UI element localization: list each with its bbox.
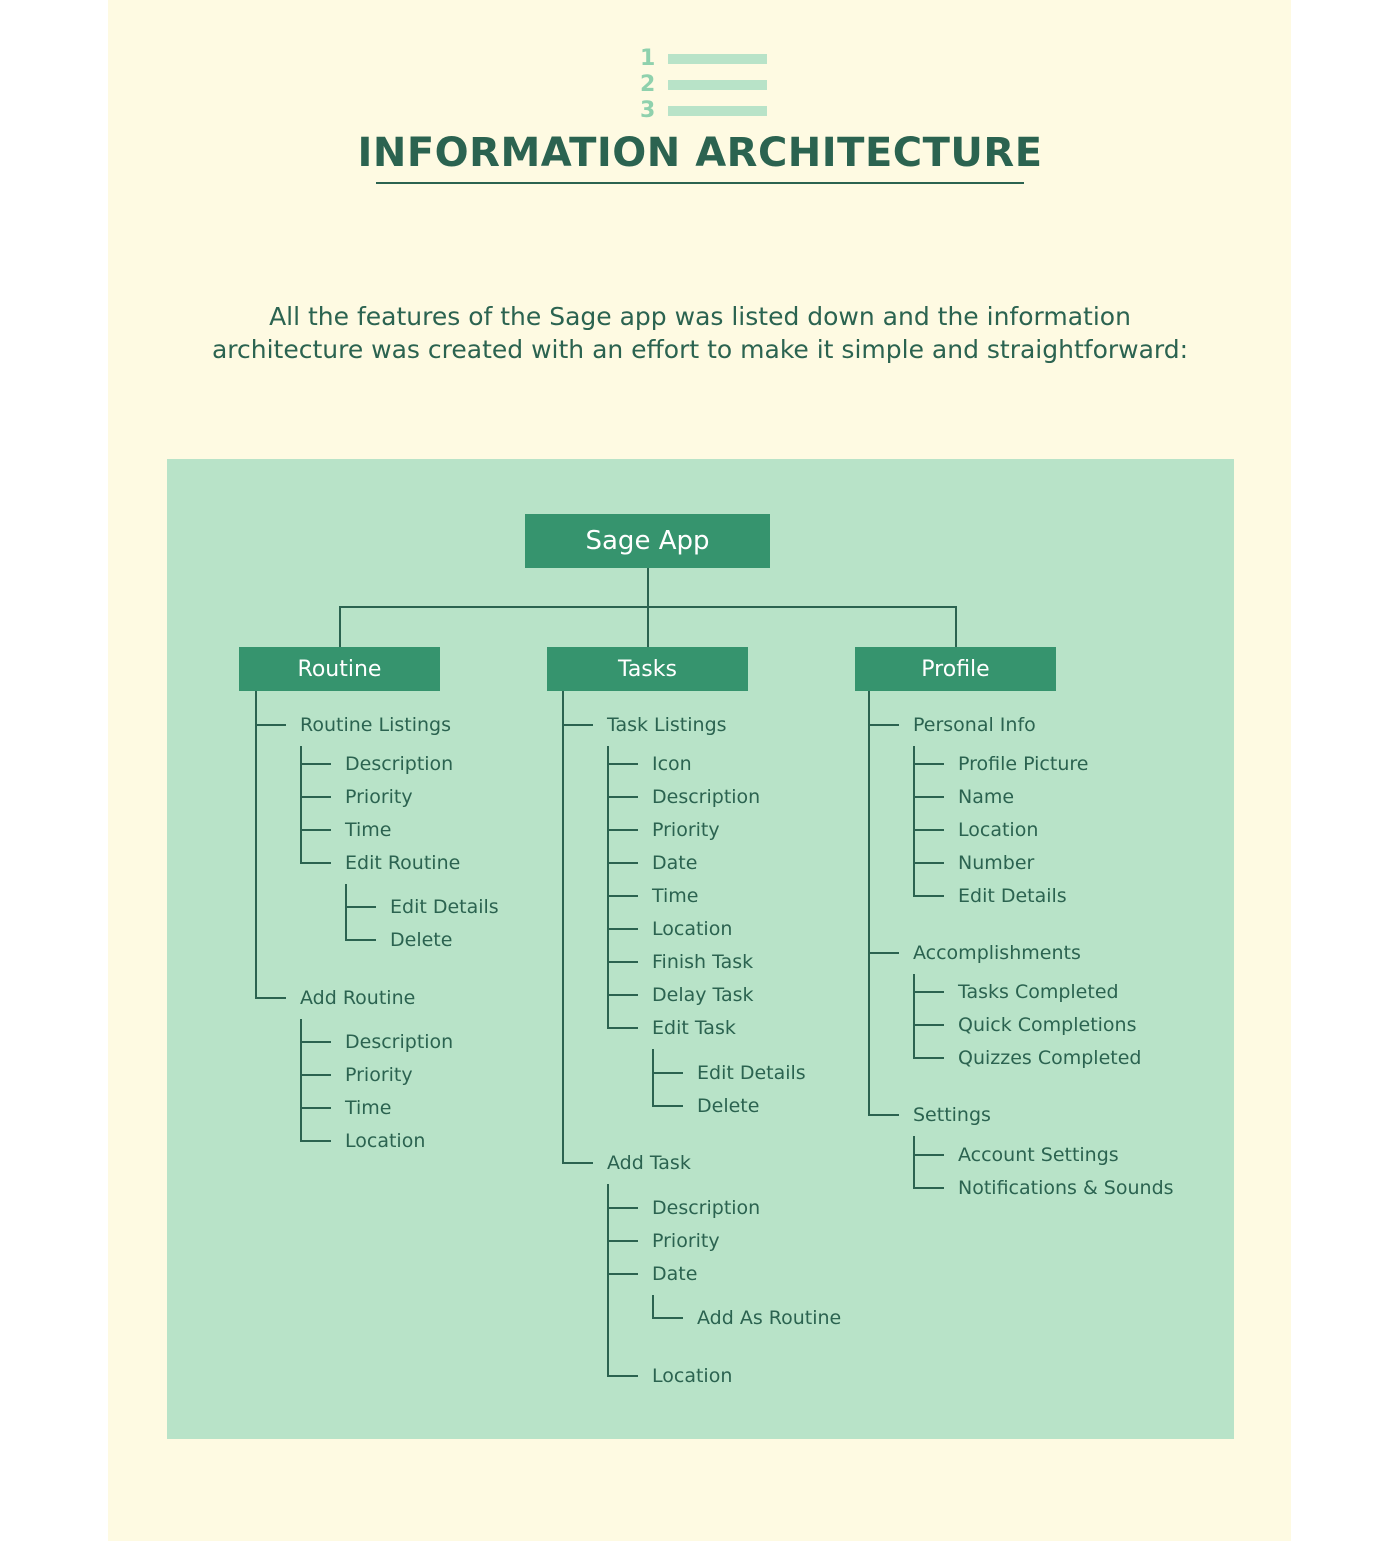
connector-line [562,1162,593,1164]
connector-line [300,763,331,765]
tree-item: Description [652,1197,761,1219]
tree-item: Icon [652,753,692,775]
deco-number-2: 2 [640,72,656,97]
section-node-routine: Routine [239,647,440,691]
connector-line [607,829,638,831]
tree-item: Edit Task [652,1017,736,1039]
connector-line [345,884,347,941]
tree-item: Task Listings [607,714,727,736]
tree-item: Quick Completions [958,1014,1137,1036]
connector-line [345,906,376,908]
connector-line [345,939,376,941]
tree-item: Settings [913,1104,991,1126]
connector-line [913,1187,944,1189]
deco-bar [668,54,767,64]
tree-item: Accomplishments [913,942,1081,964]
tree-item: Add Task [607,1152,691,1174]
tree-item: Priority [345,1064,413,1086]
tree-item: Add Routine [300,987,416,1009]
connector-line [647,568,649,608]
connector-line [607,928,638,930]
connector-line [300,862,331,864]
connector-line [300,1107,331,1109]
connector-line [607,763,638,765]
connector-line [300,829,331,831]
section-node-tasks: Tasks [547,647,748,691]
tree-item: Delay Task [652,984,754,1006]
connector-line [913,1136,915,1189]
connector-line [607,796,638,798]
connector-line [913,1057,944,1059]
tree-item: Account Settings [958,1144,1119,1166]
root-node: Sage App [525,514,770,568]
connector-line [955,606,957,647]
tree-item: Time [345,819,392,841]
tree-item: Priority [652,819,720,841]
connector-line [913,862,944,864]
connector-line [607,961,638,963]
connector-line [300,746,302,864]
tree-item: Personal Info [913,714,1036,736]
connector-line [562,691,564,1164]
connector-line [652,1072,683,1074]
connector-line [607,1207,638,1209]
connector-line [300,796,331,798]
tree-item: Time [345,1097,392,1119]
tree-item: Edit Details [697,1062,806,1084]
tree-item: Priority [345,786,413,808]
connector-line [868,691,870,1116]
connector-line [913,974,915,1059]
connector-line [647,606,649,647]
tree-item: Add As Routine [697,1307,842,1329]
tree-item: Edit Details [958,885,1067,907]
tree-item: Name [958,786,1015,808]
connector-line [607,1273,638,1275]
tree-item: Edit Details [390,896,499,918]
tree-item: Location [345,1130,426,1152]
connector-line [255,691,257,999]
connector-line [300,1074,331,1076]
tree-item: Date [652,1263,698,1285]
connector-line [913,796,944,798]
connector-line [868,952,899,954]
tree-item: Priority [652,1230,720,1252]
connector-line [300,1041,331,1043]
connector-line [300,1019,302,1142]
connector-line [607,862,638,864]
deco-bar [668,80,767,90]
connector-line [868,724,899,726]
connector-line [607,1184,609,1377]
tree-item: Notifications & Sounds [958,1177,1174,1199]
connector-line [652,1295,654,1319]
tree-item: Location [958,819,1039,841]
tree-item: Location [652,918,733,940]
intro-line: All the features of the Sage app was listed down and the information [269,302,1131,331]
connector-line [913,991,944,993]
connector-line [562,724,593,726]
connector-line [868,1114,899,1116]
connector-line [300,1140,331,1142]
connector-line [913,895,944,897]
connector-line [913,829,944,831]
tree-item: Location [652,1365,733,1387]
tree-item: Delete [697,1095,760,1117]
intro-line: architecture was created with an effort to make it simple and straightforward: [211,335,1189,364]
connector-line [913,763,944,765]
tree-item: Description [345,753,454,775]
tree-item: Profile Picture [958,753,1089,775]
connector-line [607,994,638,996]
connector-line [255,724,286,726]
connector-line [913,1154,944,1156]
connector-line [607,895,638,897]
intro-text [0,300,1400,366]
connector-line [913,1024,944,1026]
title-underline [376,182,1024,184]
connector-line [607,1240,638,1242]
deco-number-3: 3 [640,98,656,123]
tree-item: Quizzes Completed [958,1047,1142,1069]
connector-line [607,1027,638,1029]
tree-item: Tasks Completed [958,981,1119,1003]
connector-line [607,746,609,1029]
connector-line [652,1317,683,1319]
deco-bar [668,106,767,116]
connector-line [255,997,286,999]
tree-item: Routine Listings [300,714,452,736]
connector-line [913,746,915,897]
connector-line [652,1105,683,1107]
page-title: INFORMATION ARCHITECTURE [357,130,1043,176]
tree-item: Description [345,1031,454,1053]
connector-line [607,1375,638,1377]
tree-item: Edit Routine [345,852,461,874]
tree-item: Time [652,885,699,907]
connector-line [652,1049,654,1107]
tree-item: Description [652,786,761,808]
tree-item: Delete [390,929,453,951]
deco-number-1: 1 [640,46,656,71]
section-node-profile: Profile [855,647,1056,691]
connector-line [339,606,341,647]
tree-item: Date [652,852,698,874]
tree-item: Finish Task [652,951,754,973]
tree-item: Number [958,852,1035,874]
